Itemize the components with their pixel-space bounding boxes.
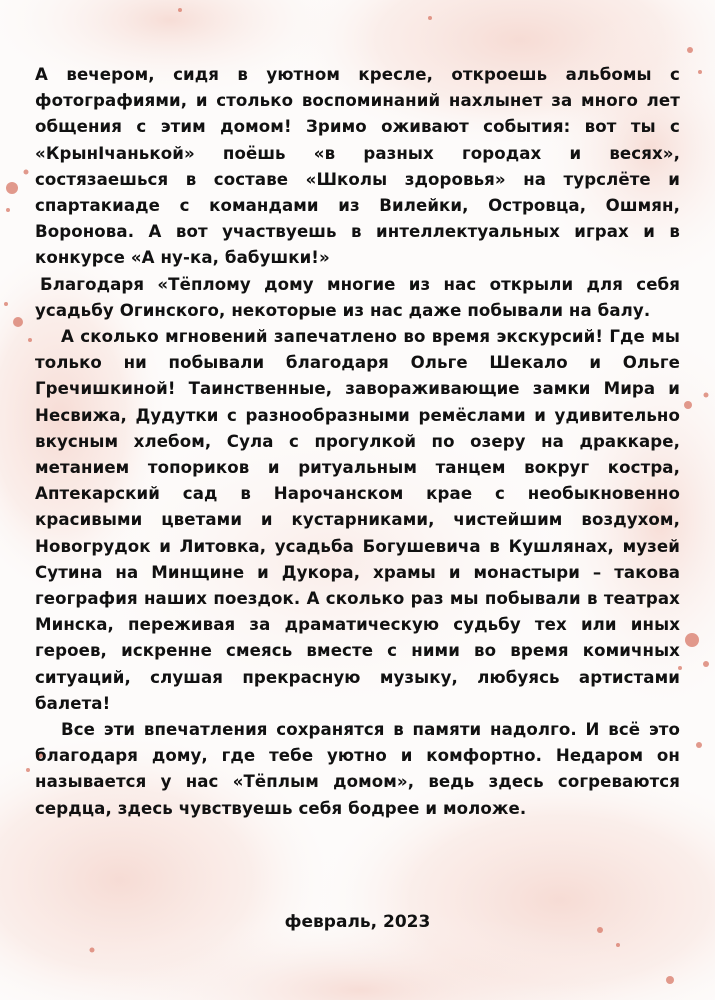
paragraph-oginsky-estate: Благодаря «Тёплому дому многие из нас открыли для себя усадьбу Огинского, некоторые из нас даже побывали на балу. <box>35 274 680 320</box>
paragraph-evening-memories: А вечером, сидя в уютном кресле, откроешь альбомы с фотографиями, и столько воспоминаний нахлынет за много лет общения с этим домом! Зримо оживают события: вот ты с «КрынIчанькой» поёшь «в разных городах и весях», состязаешься в составе «Школы здоровья» на турслёте и спартакиаде с командами из Вилейки, Островца, Ошмян, Воронова. А вот участвуешь в интеллектуальных играх и в конкурсе «А ну-ка, бабушки!» <box>35 65 680 268</box>
letter-body <box>35 62 680 822</box>
paragraph-warm-home: Все эти впечатления сохранятся в памяти надолго. И всё это благодаря дому, где тебе уютно и комфортно. Недаром он называется у нас «Тёплым домом», ведь здесь согреваются сердца, здесь чувствуешь себя бодрее и моложе. <box>35 720 680 818</box>
paragraph-excursions: А сколько мгновений запечатлено во время экскурсий! Где мы только ни побывали благодаря Ольге Шекало и Ольге Гречишкиной! Таинственные, завораживающие замки Мира и Несвижа, Дудутки с разнообразными ремёслами и удивительно вкусным хлебом, Сула с прогулкой по озеру на драккаре, метанием топориков и ритуальным танцем вокруг костра, Аптекарский сад в Нарочанском крае с необыкновенно красивыми цветами и кустарниками, чистейшим воздухом, Новогрудок и Литовка, усадьба Богушевича в Кушлянах, музей Сутина на Минщине и Дукора, храмы и монастыри – такова география наших поездок. А сколько раз мы побывали в театрах Минска, переживая за драматическую судьбу тех или иных героев, искренне смеясь вместе с ними во время комичных ситуаций, слушая прекрасную музыку, любуясь артистами балета! <box>35 327 680 713</box>
date-signature: февраль, 2023 <box>284 912 431 932</box>
